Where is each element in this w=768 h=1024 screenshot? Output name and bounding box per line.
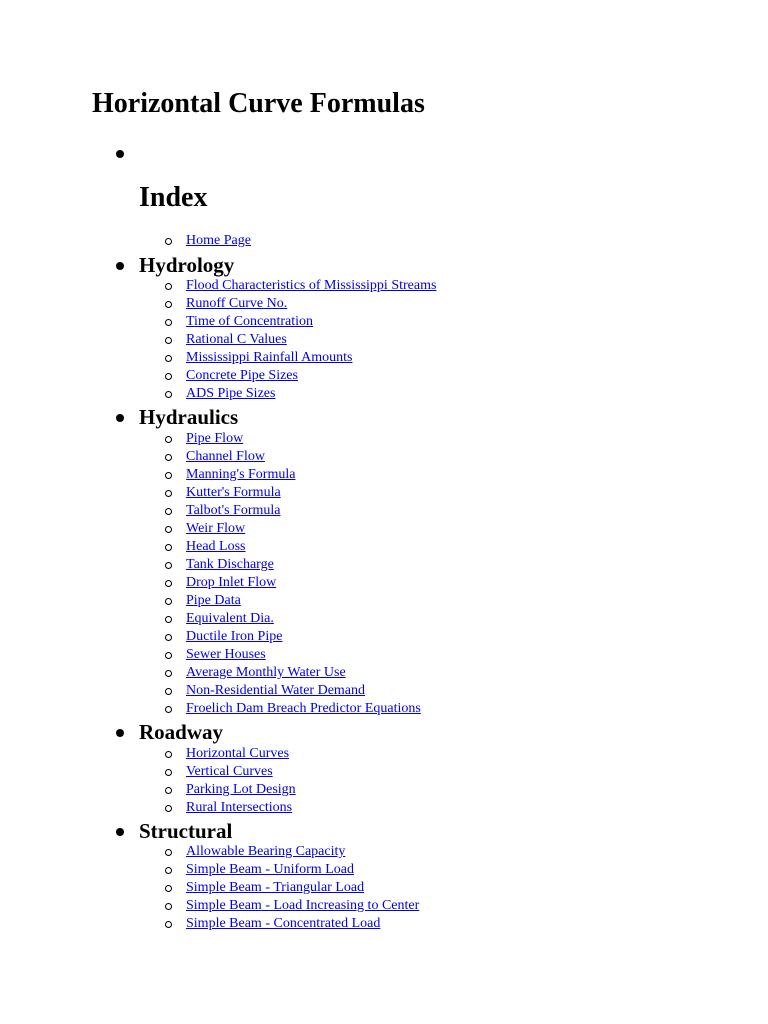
- circle-bullet: [165, 805, 172, 812]
- circle-bullet: [165, 544, 172, 551]
- link-simple-beam-uniform-load[interactable]: Simple Beam - Uniform Load: [186, 862, 354, 877]
- section-heading-roadway: Roadway: [139, 720, 224, 744]
- disc-bullet: [116, 150, 124, 158]
- section-heading-structural: Structural: [139, 819, 233, 843]
- link-talbots-formula[interactable]: Talbot's Formula: [186, 503, 281, 518]
- link-rural-intersections[interactable]: Rural Intersections: [186, 800, 293, 815]
- link-simple-beam-triangular-load[interactable]: Simple Beam - Triangular Load: [186, 880, 365, 895]
- link-channel-flow[interactable]: Channel Flow: [186, 449, 265, 464]
- section-heading-hydrology: Hydrology: [139, 253, 235, 277]
- circle-bullet: [165, 598, 172, 605]
- link-home-page[interactable]: Home Page: [186, 233, 251, 248]
- link-vertical-curves[interactable]: Vertical Curves: [186, 764, 273, 779]
- circle-bullet: [165, 238, 172, 245]
- section-heading-index: Index: [139, 182, 208, 213]
- disc-bullet: [116, 828, 124, 836]
- circle-bullet: [165, 508, 172, 515]
- link-pipe-data[interactable]: Pipe Data: [186, 593, 241, 608]
- link-concrete-pipe-sizes[interactable]: Concrete Pipe Sizes: [186, 368, 298, 383]
- circle-bullet: [165, 283, 172, 290]
- circle-bullet: [165, 355, 172, 362]
- link-rational-c-values[interactable]: Rational C Values: [186, 332, 287, 347]
- link-time-of-concentration[interactable]: Time of Concentration: [186, 314, 314, 329]
- circle-bullet: [165, 454, 172, 461]
- section-heading-hydraulics: Hydraulics: [139, 405, 239, 429]
- page-title: Horizontal Curve Formulas: [92, 88, 425, 119]
- link-kutters-formula[interactable]: Kutter's Formula: [186, 485, 281, 500]
- link-mannings-formula[interactable]: Manning's Formula: [186, 467, 296, 482]
- link-pipe-flow[interactable]: Pipe Flow: [186, 431, 244, 446]
- link-froelich-dam-breach[interactable]: Froelich Dam Breach Predictor Equations: [186, 701, 421, 716]
- link-parking-lot-design[interactable]: Parking Lot Design: [186, 782, 296, 797]
- circle-bullet: [165, 751, 172, 758]
- circle-bullet: [165, 706, 172, 713]
- link-simple-beam-concentrated-load[interactable]: Simple Beam - Concentrated Load: [186, 916, 381, 931]
- disc-bullet: [116, 414, 124, 422]
- disc-bullet: [116, 729, 124, 737]
- circle-bullet: [165, 391, 172, 398]
- link-ads-pipe-sizes[interactable]: ADS Pipe Sizes: [186, 386, 276, 401]
- link-drop-inlet-flow[interactable]: Drop Inlet Flow: [186, 575, 277, 590]
- disc-bullet: [116, 262, 124, 270]
- circle-bullet: [165, 867, 172, 874]
- circle-bullet: [165, 885, 172, 892]
- circle-bullet: [165, 787, 172, 794]
- link-average-monthly-water-use[interactable]: Average Monthly Water Use: [186, 665, 346, 680]
- link-head-loss[interactable]: Head Loss: [186, 539, 246, 554]
- circle-bullet: [165, 580, 172, 587]
- circle-bullet: [165, 490, 172, 497]
- link-ductile-iron-pipe[interactable]: Ductile Iron Pipe: [186, 629, 283, 644]
- circle-bullet: [165, 921, 172, 928]
- circle-bullet: [165, 616, 172, 623]
- link-allowable-bearing-capacity[interactable]: Allowable Bearing Capacity: [186, 844, 346, 859]
- circle-bullet: [165, 319, 172, 326]
- circle-bullet: [165, 670, 172, 677]
- link-flood-characteristics[interactable]: Flood Characteristics of Mississippi Streams: [186, 278, 437, 293]
- circle-bullet: [165, 526, 172, 533]
- circle-bullet: [165, 562, 172, 569]
- link-mississippi-rainfall[interactable]: Mississippi Rainfall Amounts: [186, 350, 353, 365]
- circle-bullet: [165, 849, 172, 856]
- link-runoff-curve[interactable]: Runoff Curve No.: [186, 296, 288, 311]
- circle-bullet: [165, 769, 172, 776]
- link-simple-beam-load-increasing[interactable]: Simple Beam - Load Increasing to Center: [186, 898, 420, 913]
- circle-bullet: [165, 903, 172, 910]
- link-sewer-houses[interactable]: Sewer Houses: [186, 647, 266, 662]
- circle-bullet: [165, 472, 172, 479]
- circle-bullet: [165, 652, 172, 659]
- link-horizontal-curves[interactable]: Horizontal Curves: [186, 746, 290, 761]
- circle-bullet: [165, 634, 172, 641]
- link-non-residential-water-demand[interactable]: Non-Residential Water Demand: [186, 683, 366, 698]
- circle-bullet: [165, 373, 172, 380]
- circle-bullet: [165, 688, 172, 695]
- link-weir-flow[interactable]: Weir Flow: [186, 521, 246, 536]
- circle-bullet: [165, 301, 172, 308]
- link-tank-discharge[interactable]: Tank Discharge: [186, 557, 274, 572]
- circle-bullet: [165, 337, 172, 344]
- circle-bullet: [165, 436, 172, 443]
- link-equivalent-dia[interactable]: Equivalent Dia.: [186, 611, 274, 626]
